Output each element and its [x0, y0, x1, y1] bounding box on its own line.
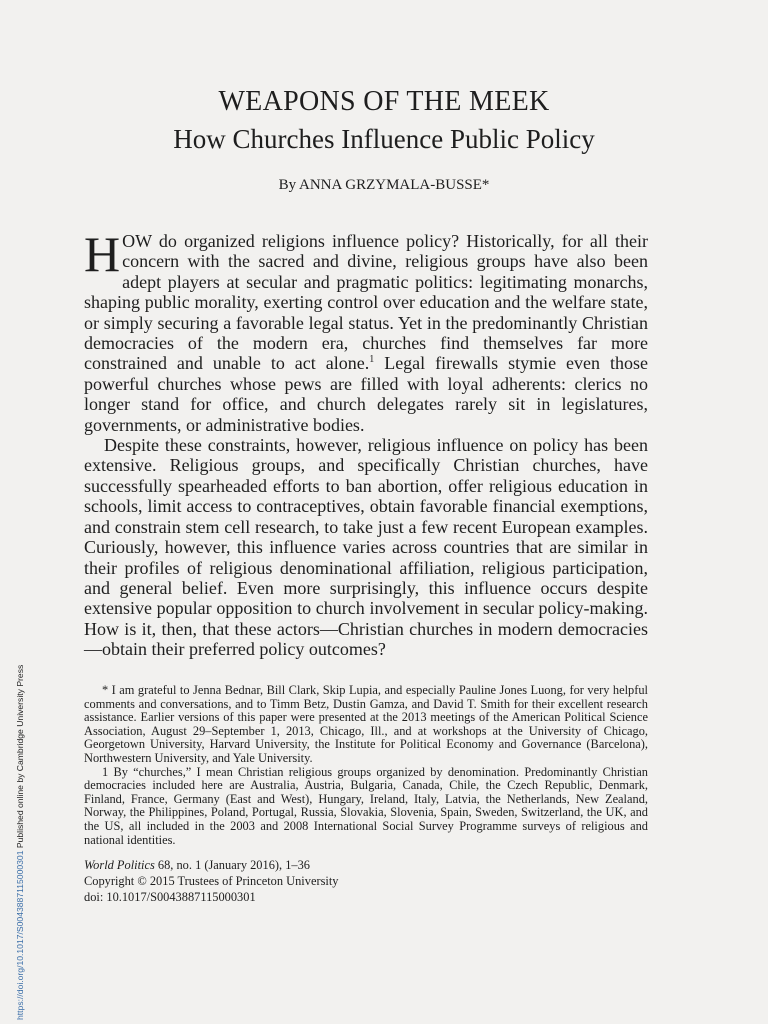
- issue-info: 68, no. 1 (January 2016), 1–36: [154, 858, 311, 872]
- footnotes: [84, 684, 648, 847]
- article-body: [84, 226, 648, 660]
- citation-line: [84, 857, 338, 873]
- publisher-note: Published online by Cambridge University Press: [15, 664, 25, 851]
- paragraph-1-tail: Legal firewalls stymie even those powerful churches whose pews are filled with loyal adherents: clerics no longer stand for office, and church delegates rarely sit in legislatures, governments, or administrative bodies.: [84, 353, 648, 435]
- footnote-1: 1 By “churches,” I mean Christian religious groups organized by denomination. Predominantly Christian democracies included here are Australia, Austria, Bulgaria, Canada, Chile, the Czech Republic, Denmark, Finland, France, Germany (East and West), Hungary, Ireland, Italy, Latvia, the Netherlands, New Zealand, Norway, the Philippines, Poland, Portugal, Russia, Slovakia, Slovenia, Spain, Sweden, Switzerland, the UK, and the US, all included in the 2003 and 2008 International Social Survey Programme surveys of religious and national identities.: [84, 764, 648, 847]
- paragraph-2: Despite these constraints, however, religious influence on policy has been extensive. Religious groups, and specifically Christian churches, have successfully spearheaded efforts to ban abortion, offer religious education in schools, limit access to contraceptives, obtain favorable financial exemptions, and constrain stem cell research, to take just a few recent European examples. Curiously, however, this influence varies across countries that are similar in their profiles of religious denominational affiliation, religious participation, and general belief. Even more surprisingly, this influence occurs despite extensive popular opposition to church involvement in secular policy-making. How is it, then, that these actors—Christian churches in modern democracies—obtain their preferred policy outcomes?: [84, 435, 648, 660]
- publication-info: [84, 857, 338, 905]
- side-margin-note: [15, 665, 25, 1020]
- journal-name: World Politics: [84, 858, 155, 872]
- doi-line: doi: 10.1017/S0043887115000301: [84, 890, 256, 904]
- footnote-ref-1[interactable]: 1: [369, 354, 375, 366]
- drop-cap: H: [84, 226, 121, 282]
- paragraph-1: [84, 226, 648, 435]
- copyright-line: Copyright © 2015 Trustees of Princeton University: [84, 874, 339, 888]
- footnote-acknowledgement: * I am grateful to Jenna Bednar, Bill Clark, Skip Lupia, and especially Pauline Jones Luong, for very helpful comments and conversations, and to Timm Betz, Dustin Gamza, and David T. Smith for their excellent research assistance. Earlier versions of this paper were presented at the 2013 meetings of the American Political Science Association, August 29–September 1, 2013, Chicago, Ill., and at workshops at the University of Chicago, Georgetown University, Harvard University, the Institute for Political Economy and Governance (Barcelona), Northwestern University, and Yale University.: [84, 683, 648, 765]
- article-title: WEAPONS OF THE MEEK: [218, 86, 550, 117]
- article-subtitle: How Churches Influence Public Policy: [173, 124, 595, 154]
- author-byline: By ANNA GRZYMALA-BUSSE*: [278, 177, 490, 193]
- paragraph-1-text: OW do organized religions influence policy? Historically, for all their concern with the sacred and divine, religious groups have also been adept players at secular and pragmatic politics: legitimating monarchs, shaping public morality, exerting control over education and the welfare state, or simply securing a favorable legal status. Yet in the predominantly Christian democracies of the modern era, churches find themselves far more constrained and unable to act alone.: [84, 231, 648, 374]
- doi-link[interactable]: https://doi.org/10.1017/S0043887115000301: [15, 850, 25, 1020]
